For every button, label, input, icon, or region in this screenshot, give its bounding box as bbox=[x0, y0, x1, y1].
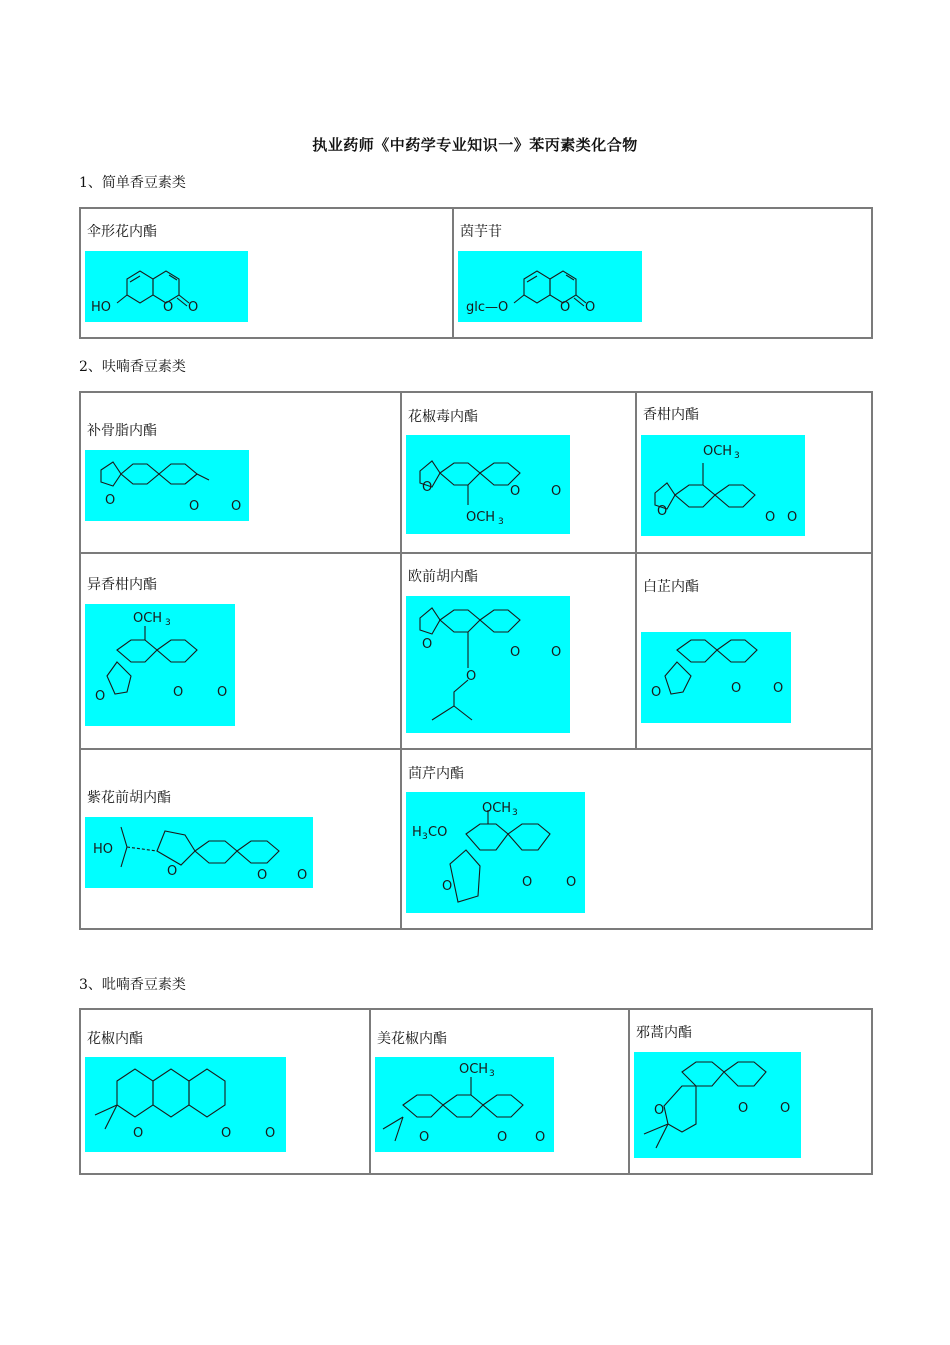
compound-name: 邪蒿内酯 bbox=[636, 1025, 692, 1041]
svg-text:O: O bbox=[257, 868, 268, 883]
svg-text:OCH: OCH bbox=[703, 444, 733, 459]
compound-cell-psoralen bbox=[80, 392, 401, 553]
compound-name: 紫花前胡内酯 bbox=[87, 790, 171, 806]
svg-text:O: O bbox=[133, 1126, 144, 1141]
svg-text:3: 3 bbox=[165, 618, 171, 628]
compound-name: 补骨脂内酯 bbox=[87, 423, 157, 439]
compound-name: 伞形花内酯 bbox=[87, 224, 157, 240]
svg-text:OCH: OCH bbox=[133, 611, 163, 626]
svg-text:O: O bbox=[189, 499, 200, 514]
structure-image bbox=[406, 792, 585, 913]
svg-text:O: O bbox=[510, 645, 521, 660]
svg-text:O: O bbox=[551, 645, 562, 660]
compound-name: 花椒内酯 bbox=[87, 1031, 143, 1047]
svg-text:HO: HO bbox=[93, 842, 114, 857]
svg-text:O: O bbox=[497, 1130, 508, 1145]
compound-name: 美花椒内酯 bbox=[377, 1031, 447, 1047]
svg-text:3: 3 bbox=[422, 832, 428, 842]
svg-text:O: O bbox=[167, 864, 178, 879]
compound-name: 异香柑内酯 bbox=[87, 577, 157, 593]
svg-text:O: O bbox=[95, 689, 106, 704]
section-heading-furanocoumarins: 2、呋喃香豆素类 bbox=[79, 359, 186, 375]
svg-text:O: O bbox=[442, 879, 453, 894]
structure-image bbox=[641, 435, 805, 536]
svg-text:O: O bbox=[657, 504, 668, 519]
svg-text:glc—O: glc—O bbox=[466, 300, 509, 315]
svg-text:O: O bbox=[787, 510, 798, 525]
svg-text:O: O bbox=[422, 480, 433, 495]
compound-cell-seselin bbox=[629, 1009, 872, 1174]
structure-image bbox=[634, 1052, 801, 1158]
compound-cell-xanthoxyletin bbox=[370, 1009, 629, 1174]
structure-image bbox=[85, 1057, 286, 1152]
compound-name: 茴芹内酯 bbox=[408, 766, 464, 782]
svg-text:OCH: OCH bbox=[459, 1062, 489, 1077]
svg-text:O: O bbox=[585, 300, 596, 315]
simple-coumarin-table bbox=[79, 207, 873, 339]
svg-text:O: O bbox=[522, 875, 533, 890]
structure-image bbox=[85, 817, 313, 888]
section-heading-simple-coumarins: 1、简单香豆素类 bbox=[79, 175, 186, 191]
svg-text:3: 3 bbox=[512, 808, 518, 818]
svg-text:O: O bbox=[731, 681, 742, 696]
svg-text:O: O bbox=[765, 510, 776, 525]
svg-text:O: O bbox=[188, 300, 199, 315]
svg-text:O: O bbox=[651, 685, 662, 700]
structure-image bbox=[85, 604, 235, 726]
svg-text:3: 3 bbox=[498, 517, 504, 527]
structure-image bbox=[85, 251, 248, 322]
compound-name: 花椒毒内酯 bbox=[408, 409, 478, 425]
svg-text:O: O bbox=[566, 875, 577, 890]
compound-cell-skimmin bbox=[453, 208, 872, 338]
compound-cell-angelicin bbox=[636, 553, 872, 749]
svg-text:O: O bbox=[105, 493, 116, 508]
document-title: 执业药师《中药学专业知识一》苯丙素类化合物 bbox=[312, 136, 638, 154]
svg-text:H: H bbox=[412, 825, 422, 840]
svg-text:O: O bbox=[221, 1126, 232, 1141]
svg-text:HO: HO bbox=[91, 300, 112, 315]
section-heading-pyranocoumarins: 3、吡喃香豆素类 bbox=[79, 977, 186, 993]
svg-text:O: O bbox=[654, 1103, 665, 1118]
svg-text:O: O bbox=[551, 484, 562, 499]
svg-text:O: O bbox=[217, 685, 228, 700]
compound-cell-xanthotoxin bbox=[401, 392, 636, 553]
pyranocoumarin-table bbox=[79, 1008, 873, 1175]
svg-text:CO: CO bbox=[428, 825, 448, 840]
svg-text:O: O bbox=[265, 1126, 276, 1141]
structure-image bbox=[85, 450, 249, 521]
compound-name: 欧前胡内酯 bbox=[408, 569, 478, 585]
svg-text:O: O bbox=[535, 1130, 546, 1145]
svg-text:3: 3 bbox=[489, 1069, 495, 1079]
compound-cell-xanthyletin bbox=[80, 1009, 370, 1174]
compound-name: 香柑内酯 bbox=[643, 407, 699, 423]
furanocoumarin-table bbox=[79, 391, 873, 930]
svg-text:O: O bbox=[560, 300, 571, 315]
compound-name: 白芷内酯 bbox=[643, 579, 699, 595]
compound-cell-umbelliferone bbox=[80, 208, 453, 338]
structure-image bbox=[406, 435, 570, 534]
svg-text:O: O bbox=[780, 1101, 791, 1116]
svg-text:O: O bbox=[773, 681, 784, 696]
svg-text:O: O bbox=[297, 868, 308, 883]
compound-name: 茵芋苷 bbox=[460, 224, 502, 240]
svg-text:O: O bbox=[163, 300, 174, 315]
svg-text:O: O bbox=[738, 1101, 749, 1116]
structure-image bbox=[641, 632, 791, 723]
svg-text:O: O bbox=[231, 499, 242, 514]
svg-text:O: O bbox=[419, 1130, 430, 1145]
svg-text:O: O bbox=[173, 685, 184, 700]
compound-cell-imperatorin bbox=[401, 553, 636, 749]
compound-cell-bergapten bbox=[636, 392, 872, 553]
structure-image bbox=[406, 596, 570, 733]
compound-cell-pimpinellin bbox=[401, 749, 872, 929]
svg-text:OCH: OCH bbox=[482, 801, 512, 816]
structure-image bbox=[458, 251, 642, 322]
svg-text:O: O bbox=[466, 669, 477, 684]
svg-text:OCH: OCH bbox=[466, 510, 496, 525]
svg-text:O: O bbox=[510, 484, 521, 499]
svg-text:3: 3 bbox=[734, 451, 740, 461]
compound-cell-isobergapten bbox=[80, 553, 401, 749]
compound-cell-nodakenetin bbox=[80, 749, 401, 929]
structure-image bbox=[375, 1057, 554, 1152]
svg-text:O: O bbox=[422, 637, 433, 652]
